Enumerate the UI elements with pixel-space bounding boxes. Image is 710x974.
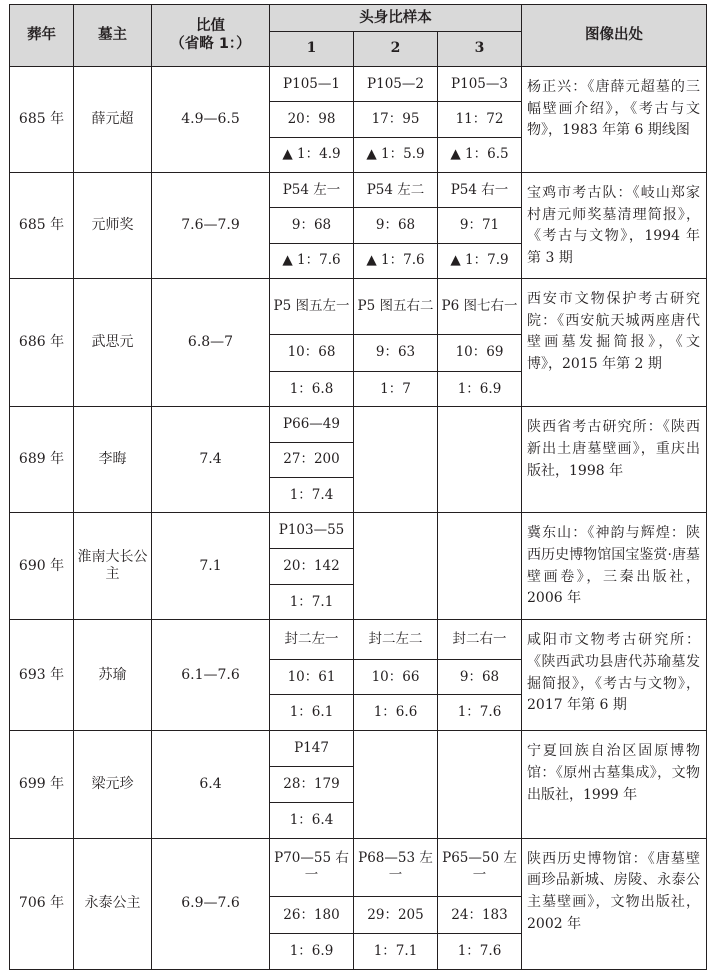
sample-id-cell: P54 右一 [438, 173, 522, 208]
source-cell: 宁夏回族自治区固原博物馆：《原州古墓集成》，文物出版社，1999 年 [522, 731, 707, 838]
sample-id-cell: P105—1 [270, 67, 354, 102]
header-samples: 头身比样本 [270, 5, 522, 32]
sample-ratio-cell: 1：7.6 [438, 695, 522, 731]
year-cell: 706 年 [10, 838, 74, 969]
owner-cell: 苏瑜 [74, 620, 152, 731]
owner-cell: 李晦 [74, 407, 152, 513]
table-row [10, 838, 707, 897]
sample-id-cell: P70—55 右一 [270, 838, 354, 897]
sample-measure-cell: 24：183 [438, 897, 522, 934]
ratio-cell: 6.4 [152, 731, 270, 838]
header-ratio-label: 比值 [196, 18, 225, 35]
empty-sample-cell [438, 513, 522, 620]
sample-measure-cell: 10：66 [354, 659, 438, 694]
table-row [10, 407, 707, 442]
table-body [10, 67, 707, 970]
sample-ratio-cell: 1：7.1 [270, 585, 354, 620]
source-cell: 杨正兴：《唐薛元超墓的三幅壁画介绍》，《考古与文物》，1983 年第 6 期线图 [522, 67, 707, 173]
year-cell: 693 年 [10, 620, 74, 731]
ratio-cell: 7.6—7.9 [152, 173, 270, 279]
year-cell: 690 年 [10, 513, 74, 620]
source-cell: 冀东山：《神韵与辉煌：陕西历史博物馆国宝鉴赏·唐墓壁画卷》，三秦出版社，2006 年 [522, 513, 707, 620]
sample-id-cell: P5 图五右二 [354, 279, 438, 335]
sample-measure-cell: 20：142 [270, 548, 354, 584]
source-cell: 西安市文物保护考古研究院：《西安航天城两座唐代壁画墓发掘简报》，《文博》，2015 年第 2 期 [522, 279, 707, 407]
sample-ratio-cell: 1：7.6 [438, 934, 522, 970]
empty-sample-cell [354, 513, 438, 620]
sample-ratio-cell: ▲ 1：7.9 [438, 243, 522, 278]
sample-measure-cell: 11：72 [438, 102, 522, 137]
source-cell: 陕西历史博物馆：《唐墓壁画珍品新城、房陵、永泰公主墓壁画》，文物出版社，2002 年 [522, 838, 707, 969]
sample-id-cell: P147 [270, 731, 354, 766]
sample-id-cell: P105—3 [438, 67, 522, 102]
sample-ratio-cell: 1：6.1 [270, 695, 354, 731]
sample-measure-cell: 29：205 [354, 897, 438, 934]
empty-sample-cell [438, 731, 522, 838]
sample-id-cell: P105—2 [354, 67, 438, 102]
table-row [10, 620, 707, 659]
sample-id-cell: P54 左二 [354, 173, 438, 208]
year-cell: 699 年 [10, 731, 74, 838]
ratio-cell: 7.1 [152, 513, 270, 620]
sample-id-cell: 封二左一 [270, 620, 354, 659]
sample-ratio-cell: 1：7.4 [270, 478, 354, 513]
sample-measure-cell: 9：68 [438, 659, 522, 694]
header-sample-1: 1 [270, 32, 354, 67]
empty-sample-cell [354, 407, 438, 513]
ratio-cell: 6.1—7.6 [152, 620, 270, 731]
source-cell: 陕西省考古研究所：《陕西新出土唐墓壁画》，重庆出版社，1998 年 [522, 407, 707, 513]
sample-measure-cell: 10：68 [270, 334, 354, 371]
sample-ratio-cell: 1：6.9 [270, 934, 354, 970]
owner-cell: 淮南大长公主 [74, 513, 152, 620]
table-row [10, 513, 707, 548]
sample-id-cell: P66—49 [270, 407, 354, 442]
header-year: 葬年 [10, 5, 74, 67]
sample-measure-cell: 9：68 [270, 208, 354, 243]
header-sample-2: 2 [354, 32, 438, 67]
ratio-cell: 4.9—6.5 [152, 67, 270, 173]
sample-measure-cell: 9：68 [354, 208, 438, 243]
sample-ratio-cell: 1：6.9 [438, 371, 522, 406]
table-row [10, 67, 707, 102]
owner-cell: 元师奖 [74, 173, 152, 279]
sample-measure-cell: 10：69 [438, 334, 522, 371]
table-row [10, 279, 707, 335]
header-ratio-note: （省略 1：） [170, 35, 251, 52]
table-row [10, 731, 707, 766]
owner-cell: 永泰公主 [74, 838, 152, 969]
table-header [10, 5, 707, 67]
sample-id-cell: 封二左二 [354, 620, 438, 659]
sample-measure-cell: 20：98 [270, 102, 354, 137]
sample-measure-cell: 28：179 [270, 766, 354, 802]
header-sample-3: 3 [438, 32, 522, 67]
sample-measure-cell: 9：63 [354, 334, 438, 371]
sample-ratio-cell: ▲ 1：7.6 [354, 243, 438, 278]
ratio-cell: 7.4 [152, 407, 270, 513]
year-cell: 686 年 [10, 279, 74, 407]
sample-ratio-cell: 1：6.4 [270, 803, 354, 838]
ratio-table [9, 4, 707, 970]
year-cell: 689 年 [10, 407, 74, 513]
sample-ratio-cell: ▲ 1：7.6 [270, 243, 354, 278]
source-cell: 宝鸡市考古队：《岐山郑家村唐元师奖墓清理简报》，《考古与文物》，1994 年第 3 期 [522, 173, 707, 279]
sample-ratio-cell: 1：6.8 [270, 371, 354, 406]
sample-measure-cell: 17：95 [354, 102, 438, 137]
ratio-cell: 6.8—7 [152, 279, 270, 407]
sample-id-cell: P54 左一 [270, 173, 354, 208]
year-cell: 685 年 [10, 173, 74, 279]
sample-ratio-cell: ▲ 1：5.9 [354, 137, 438, 172]
owner-cell: 梁元珍 [74, 731, 152, 838]
header-ratio [152, 5, 270, 67]
sample-ratio-cell: ▲ 1：6.5 [438, 137, 522, 172]
sample-id-cell: P6 图七右一 [438, 279, 522, 335]
sample-id-cell: P68—53 左一 [354, 838, 438, 897]
sample-ratio-cell: 1：7 [354, 371, 438, 406]
owner-cell: 武思元 [74, 279, 152, 407]
sample-measure-cell: 10：61 [270, 659, 354, 694]
header-owner: 墓主 [74, 5, 152, 67]
owner-cell: 薛元超 [74, 67, 152, 173]
year-cell: 685 年 [10, 67, 74, 173]
sample-measure-cell: 27：200 [270, 442, 354, 477]
empty-sample-cell [354, 731, 438, 838]
ratio-cell: 6.9—7.6 [152, 838, 270, 969]
sample-id-cell: P5 图五左一 [270, 279, 354, 335]
empty-sample-cell [438, 407, 522, 513]
source-cell: 咸阳市文物考古研究所：《陕西武功县唐代苏瑜墓发掘简报》，《考古与文物》，2017 年第 6 期 [522, 620, 707, 731]
sample-measure-cell: 26：180 [270, 897, 354, 934]
sample-id-cell: 封二右一 [438, 620, 522, 659]
sample-measure-cell: 9：71 [438, 208, 522, 243]
table-row [10, 173, 707, 208]
sample-ratio-cell: ▲ 1：4.9 [270, 137, 354, 172]
sample-id-cell: P103—55 [270, 513, 354, 548]
sample-ratio-cell: 1：6.6 [354, 695, 438, 731]
header-source: 图像出处 [522, 5, 707, 67]
sample-id-cell: P65—50 左一 [438, 838, 522, 897]
sample-ratio-cell: 1：7.1 [354, 934, 438, 970]
